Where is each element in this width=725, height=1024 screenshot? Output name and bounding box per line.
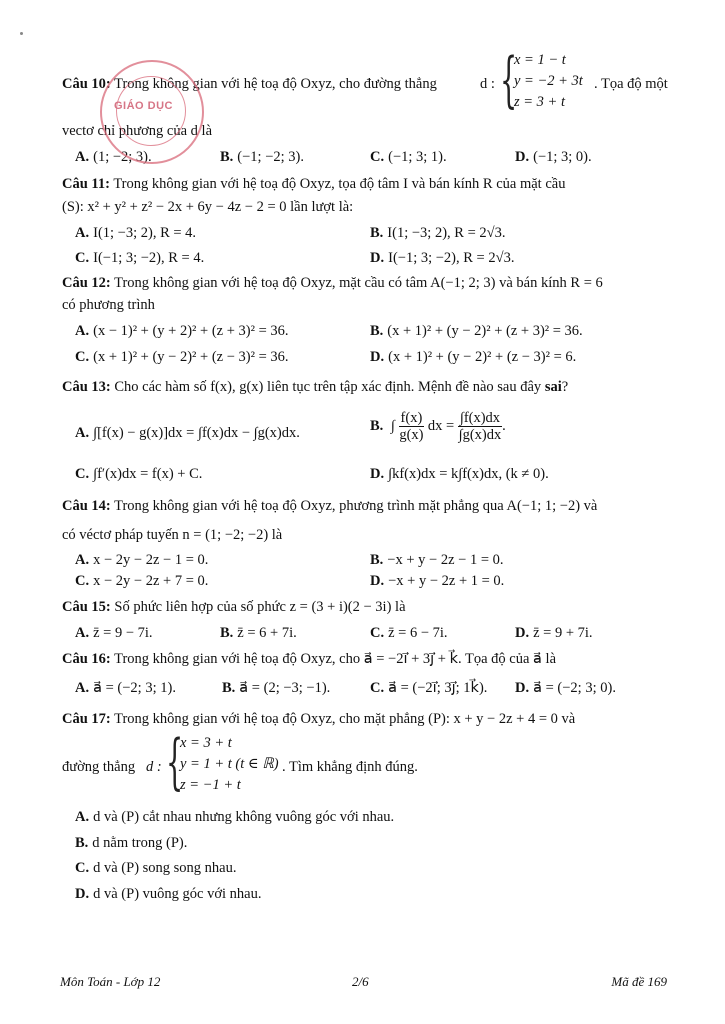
question-10-d-label: d : [480,76,495,92]
option-label: A. [75,625,90,641]
question-17-system [180,733,279,796]
question-12-stem [62,272,675,294]
option-d [75,883,261,905]
question-12-label: Câu 12: [62,275,111,291]
question-14-text2: có véctơ pháp tuyến n = (1; −2; −2) là [62,527,283,543]
option-d [515,622,593,644]
option-c [75,247,204,269]
option-text: a⃗ = (−2; 3; 0). [533,680,616,696]
option-c [370,146,447,168]
option-text: (x − 1)² + (y + 2)² + (z + 3)² = 36. [93,323,289,339]
question-10-text: Trong không gian với hệ toạ độ Oxyz, cho đường thẳng [114,76,437,92]
option-text: I(−1; 3; −2), R = 2√3. [388,250,515,266]
option-text: (x + 1)² + (y − 2)² + (z − 3)² = 6. [388,349,577,365]
question-11-text: Trong không gian với hệ toạ độ Oxyz, tọa độ tâm I và bán kính R của mặt cầu [113,176,566,192]
option-text: z̄ = 6 + 7i. [237,625,297,641]
option-b [370,222,505,244]
option-label: B. [370,225,384,241]
option-text: −x + y − 2z + 1 = 0. [388,573,505,589]
question-17-text3: . Tìm khẳng định đúng. [282,759,418,775]
option-label: D. [75,886,90,902]
option-d [370,247,514,269]
option-label: A. [75,225,90,241]
question-16-text: Trong không gian với hệ toạ độ Oxyz, cho a⃗ = −2i⃗ + 3j⃗ + k⃗. Tọa độ của a⃗ là [114,651,557,667]
option-text: x − 2y − 2z + 7 = 0. [93,573,209,589]
system-brace: { [166,727,184,797]
option-label: D. [515,680,530,696]
question-13-stem [62,376,675,398]
option-text: d và (P) song song nhau. [93,860,237,876]
option-text: (1; −2; 3). [93,149,152,165]
option-a [75,549,208,571]
option-c [370,622,448,644]
option-b [220,146,304,168]
option-a [75,320,289,342]
question-13-label: Câu 13: [62,379,111,395]
option-label: C. [75,573,90,589]
option-label: A. [75,425,90,441]
system-line-z: z = −1 + t [180,777,241,793]
question-14-label: Câu 14: [62,498,111,514]
school-stamp [100,60,204,164]
option-text: ∫[f(x) − g(x)]dx = ∫f(x)dx − ∫g(x)dx. [93,425,300,441]
option-label: A. [75,552,90,568]
question-13-text: Cho các hàm số f(x), g(x) liên tục trên tập xác định. Mệnh đề nào sau đây [114,379,542,395]
option-text: (−1; −2; 3). [237,149,304,165]
question-10-text-cont: . Tọa độ một [594,76,668,92]
option-text: −x + y − 2z − 1 = 0. [387,552,504,568]
option-text: a⃗ = (−2i⃗; 3j⃗; 1k⃗). [388,680,488,696]
option-label: C. [75,466,90,482]
question-10-label: Câu 10: [62,76,111,92]
question-16-stem [62,648,675,670]
footer-exam-code: Mã đề 169 [611,974,667,989]
option-label: D. [515,149,530,165]
option-d [370,346,576,368]
question-15-label: Câu 15: [62,599,111,615]
option-label: D. [370,466,385,482]
option-text: I(1; −3; 2), R = 2√3. [387,225,506,241]
option-d [370,570,504,592]
option-label: B. [220,625,234,641]
option-text: x − 2y − 2z − 1 = 0. [93,552,209,568]
question-14-text: Trong không gian với hệ toạ độ Oxyz, phương trình mặt phẳng qua A(−1; 1; −2) và [114,498,598,514]
option-b [370,320,583,342]
option-label: B. [75,835,89,851]
option-label: C. [370,680,385,696]
question-11-equation: (S): x² + y² + z² − 2x + 6y − 4z − 2 = 0 lần lượt là: [62,199,354,215]
stamp-text: GIÁO DỤC [114,100,173,112]
fraction-fx-gx [399,410,425,443]
option-c [370,677,487,699]
question-15-stem [62,596,675,618]
option-c [75,857,237,879]
option-text: z̄ = 9 + 7i. [533,625,593,641]
question-10-system [514,50,583,113]
scan-dot [20,32,23,35]
option-label: C. [370,625,385,641]
option-text: z̄ = 6 − 7i. [388,625,448,641]
option-b [370,549,504,571]
question-12-text: Trong không gian với hệ toạ độ Oxyz, mặt cầu có tâm A(−1; 2; 3) và bán kính R = 6 [114,275,603,291]
option-a [75,422,300,444]
question-13-bold-word: sai [544,379,562,395]
option-label: B. [220,149,234,165]
option-label: A. [75,680,90,696]
option-label: C. [75,250,90,266]
question-17-text: Trong không gian với hệ toạ độ Oxyz, cho mặt phẳng (P): x + y − 2z + 4 = 0 và [114,711,576,727]
question-12-text2: có phương trình [62,297,155,313]
system-line-x: x = 3 + t [180,735,232,751]
option-b: B. ∫ $\frac{f(x)}{g(x)}$ dx = $\frac{\int f(x)dx}{\int g(x)dx}$ . [370,410,506,443]
option-label: C. [370,149,385,165]
fraction-denominator: ∫g(x)dx [458,427,502,443]
fraction-denominator: g(x) [399,427,424,443]
option-label: A. [75,323,90,339]
footer-subject: Môn Toán - Lớp 12 [60,974,161,989]
system-brace: { [500,45,518,115]
option-label: A. [75,809,90,825]
question-13-text-end: ? [561,379,569,395]
fraction-integrals [458,410,502,443]
option-text: d nằm trong (P). [92,835,188,851]
option-a [75,677,176,699]
option-label: D. [370,573,385,589]
option-b [222,677,330,699]
question-11-stem [62,173,675,195]
system-line-y: y = 1 + t (t ∈ ℝ) [180,756,279,772]
option-text: (x + 1)² + (y − 2)² + (z − 3)² = 36. [93,349,289,365]
option-c [75,463,202,485]
option-b [75,832,187,854]
option-label: B. [222,680,236,696]
option-label: B. [370,552,384,568]
option-text: z̄ = 9 − 7i. [93,625,153,641]
option-d [515,146,592,168]
dx-equals: dx = [427,417,455,434]
system-line-x: x = 1 − t [514,52,566,68]
question-17-d-label: d : [146,759,162,775]
option-text: a⃗ = (−2; 3; 1). [93,680,176,696]
option-c [75,570,208,592]
option-text: (−1; 3; 0). [533,149,592,165]
option-text: a⃗ = (2; −3; −1). [239,680,331,696]
option-d [370,463,549,485]
option-label: C. [75,860,90,876]
option-a [75,222,196,244]
option-a [75,806,394,828]
option-text: (x + 1)² + (y − 2)² + (z + 3)² = 36. [387,323,583,339]
integral-sign: ∫ [390,417,395,434]
option-d [515,677,616,699]
fraction-numerator: ∫f(x)dx [459,410,501,426]
question-17-stem [62,708,675,730]
option-label: B. [370,323,384,339]
question-14-stem [62,495,675,517]
option-text: I(−1; 3; −2), R = 4. [93,250,205,266]
question-17-text2: đường thẳng [62,759,136,775]
option-label: D. [515,625,530,641]
option-label: D. [370,250,385,266]
option-label: D. [370,349,385,365]
question-10-text3: vectơ chỉ phương của d là [62,123,213,139]
option-text: I(1; −3; 2), R = 4. [93,225,197,241]
footer-page-number: 2/6 [352,974,369,989]
question-17-label: Câu 17: [62,711,111,727]
option-c [75,346,289,368]
option-text: d và (P) vuông góc với nhau. [93,886,262,902]
option-text: d và (P) cắt nhau nhưng không vuông góc với nhau. [93,809,395,825]
fraction-numerator: f(x) [400,410,423,426]
option-b [220,622,297,644]
option-label: A. [75,149,90,165]
question-16-label: Câu 16: [62,651,111,667]
question-15-text: Số phức liên hợp của số phức z = (3 + i)(2 − 3i) là [114,599,406,615]
option-text: ∫kf(x)dx = k∫f(x)dx, (k ≠ 0). [388,466,549,482]
question-11-label: Câu 11: [62,176,110,192]
system-line-z: z = 3 + t [514,94,565,110]
option-text: (−1; 3; 1). [388,149,447,165]
option-a [75,622,153,644]
option-text: ∫f′(x)dx = f(x) + C. [93,466,203,482]
option-label: B. [370,417,384,434]
system-line-y: y = −2 + 3t [514,73,583,89]
option-label: C. [75,349,90,365]
